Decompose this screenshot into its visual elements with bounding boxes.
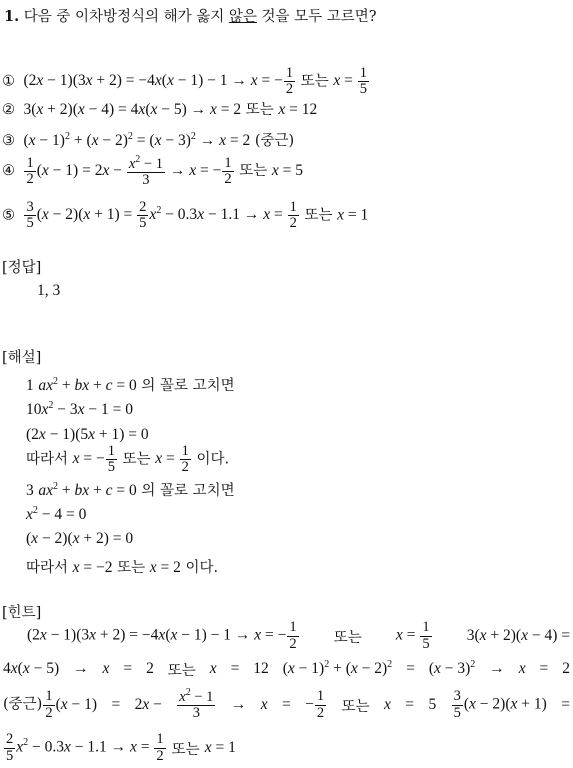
explanation-line-4: 따라서 x = − $\frac{1}{5}$ 또는 x = $\frac{1}{2}$ 이다. — [26, 443, 230, 476]
problem-number: 1. — [4, 8, 20, 25]
question-text: 다음 중 이차방정식의 해가 옳지 — [23, 9, 229, 25]
explanation-line-1: 1 $ax^2$ + bx + c = 0 의 꼴로 고치면 — [26, 375, 235, 394]
hint-heading: [힌트] — [2, 605, 42, 621]
explanation-line-2: $10x^2 - 3x - 1 = 0$ — [26, 400, 134, 419]
choice-equation: (2x − 1)(3x + 2) = −4x(x − 1) − 1 → x = − $\frac{1}{2}$ — [19, 65, 294, 98]
explanation-line-5: 3 $ax^2$ + bx + c = 0 의 꼴로 고치면 — [26, 480, 235, 499]
choice-marker: ① — [2, 73, 15, 90]
answer-heading: [정답] — [2, 260, 42, 276]
choice-marker: ② — [2, 102, 15, 118]
question-text-end: 것을 모두 고르면? — [256, 9, 377, 25]
problem-question — [4, 5, 377, 26]
choice-marker: ③ — [2, 133, 15, 149]
hint-paragraph: (2x − 1)(3x + 2) = −4x(x − 1) − 1 → x = − $\frac{1}{2}$ 또는 x = $\frac{1}{5}$ 3(x + 2)(x − 4) = 4x(x − 5) → x = 2 또는 x = 12 $(x - 1)^2 + (x - 2)^2$ = $(x - 3)^2$ → x = 2 (중근) $\frac{1}{2}$ (x − 1) = 2x − $\frac{x^2 - 1}{3}$ → x = − $\frac{1}{2}$ 또는 x = 5 $\frac{3}{5}$ (x − 2)(x + 1) = $\frac{2}{5}$ $x^2 - 0.3x - 1.1 \to x$ = $\frac{1}{2}$ 또는 x = 1 — [3, 619, 570, 764]
choice-3: ③ $(x - 1)^2 + (x - 2)^2 = (x - 3)^2 \to x = 2$ (중근) — [2, 130, 295, 149]
choice-5: ⑤ $\frac{3}{5}$ (x − 2)(x + 1) = $\frac{2}{5}$ $x^2 - 0.3x - 1.1 \to x$ = $\frac{1}{2}$ 또는 x = 1 — [2, 199, 369, 232]
question-underlined: 않은 — [228, 9, 257, 25]
choice-1: ① (2x − 1)(3x + 2) = −4x(x − 1) − 1 → x = − $\frac{1}{2}$ 또는 x = $\frac{1}{5}$ — [2, 65, 368, 98]
choice-4: ④ $\frac{1}{2}$ (x − 1) = 2x − $\frac{x^2 - 1}{3}$ → x = − $\frac{1}{2}$ 또는 x = 5 — [2, 154, 303, 189]
choice-equation: $\frac{1}{2}$ (x − 1) = 2x − $\frac{x^2 - 1}{3}$ → x = − $\frac{1}{2}$ — [26, 154, 232, 189]
choice-equation: $(x - 1)^2 + (x - 2)^2 = (x - 3)^2 \to x = 2$ — [19, 130, 251, 149]
choice-2: ② 3(x + 2)(x − 4) = 4x(x − 5) → x = 2 또는 x = 12 — [2, 101, 318, 118]
choice-equation: 3(x + 2)(x − 4) = 4x(x − 5) → x = 2 — [19, 101, 242, 118]
choice-marker: ⑤ — [2, 207, 15, 224]
choice-marker: ④ — [2, 163, 15, 180]
explanation-line-3: (2x − 1)(5x + 1) = 0 — [26, 426, 149, 443]
choice-equation: $\frac{3}{5}$ (x − 2)(x + 1) = $\frac{2}{5}$ $x^2 - 0.3x - 1.1 \to x$ = $\frac{1}{2}$ — [26, 199, 297, 232]
explanation-heading: [해설] — [2, 350, 42, 366]
explanation-line-6: $x^2 - 4 = 0$ — [26, 505, 87, 524]
explanation-line-8: 따라서 x = −2 또는 x = 2 이다. — [26, 559, 219, 576]
explanation-line-7: (x − 2)(x + 2) = 0 — [26, 530, 134, 547]
answer-value: 1, 3 — [37, 282, 61, 299]
